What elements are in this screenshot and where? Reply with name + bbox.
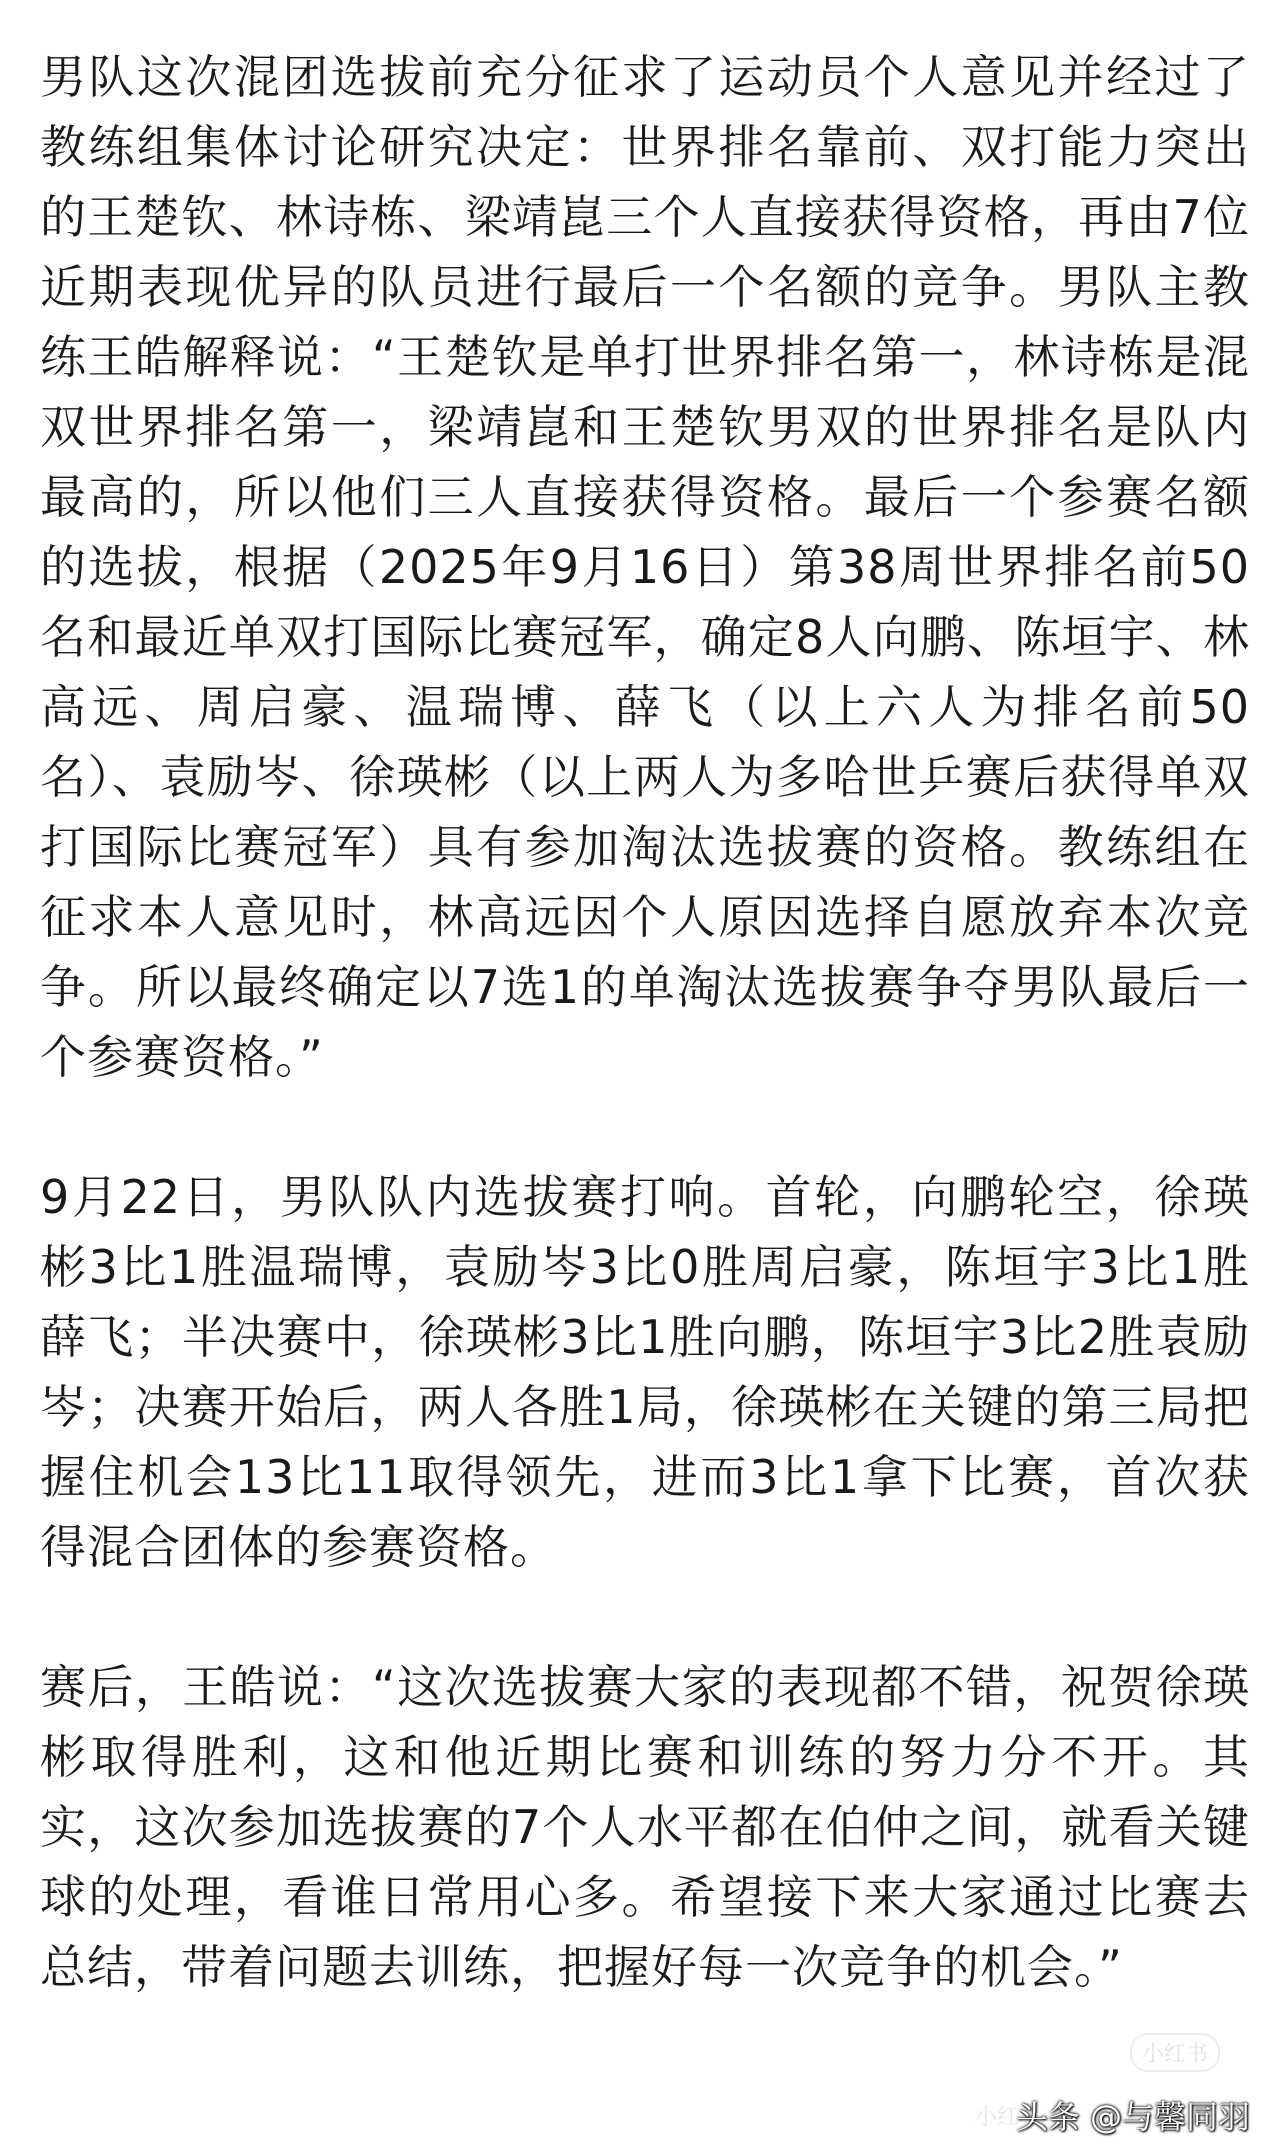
paragraph-spacer: [40, 1582, 1250, 1652]
source-watermark: 头条 @与馨同羽: [1015, 2098, 1250, 2136]
article-body: [40, 42, 1250, 2002]
paragraph-spacer: [40, 1092, 1250, 1162]
article-paragraph-2: 9月22日，男队队内选拔赛打响。首轮，向鹏轮空，徐瑛彬3比1胜温瑞博，袁励岑3比0胜周启豪，陈垣宇3比1胜薛飞；半决赛中，徐瑛彬3比1胜向鹏，陈垣宇3比2胜袁励岑；决赛开始后，两人各胜1局，徐瑛彬在关键的第三局把握住机会13比11取得领先，进而3比1拿下比赛，首次获得混合团体的参赛资格。: [40, 1170, 1250, 1574]
faint-watermark: 小红: [975, 2105, 1020, 2130]
xiaohongshu-logo-watermark: 小红书: [1130, 2033, 1220, 2072]
article-paragraph-3: 赛后，王皓说：“这次选拔赛大家的表现都不错，祝贺徐瑛彬取得胜利，这和他近期比赛和训练的努力分不开。其实，这次参加选拔赛的7个人水平都在伯仲之间，就看关键球的处理，看谁日常用心多。希望接下来大家通过比赛去总结，带着问题去训练，把握好每一次竞争的机会。”: [40, 1660, 1250, 1994]
article-paragraph-1: 男队这次混团选拔前充分征求了运动员个人意见并经过了教练组集体讨论研究决定：世界排名靠前、双打能力突出的王楚钦、林诗栋、梁靖崑三个人直接获得资格，再由7位近期表现优异的队员进行最后一个名额的竞争。男队主教练王皓解释说：“王楚钦是单打世界排名第一，林诗栋是混双世界排名第一，梁靖崑和王楚钦男双的世界排名是队内最高的，所以他们三人直接获得资格。最后一个参赛名额的选拔，根据（2025年9月16日）第38周世界排名前50名和最近单双打国际比赛冠军，确定8人向鹏、陈垣宇、林高远、周启豪、温瑞博、薛飞（以上六人为排名前50名）、袁励岑、徐瑛彬（以上两人为多哈世乒赛后获得单双打国际比赛冠军）具有参加淘汰选拔赛的资格。教练组在征求本人意见时，林高远因个人原因选择自愿放弃本次竞争。所以最终确定以7选1的单淘汰选拔赛争夺男队最后一个参赛资格。”: [40, 50, 1250, 1084]
